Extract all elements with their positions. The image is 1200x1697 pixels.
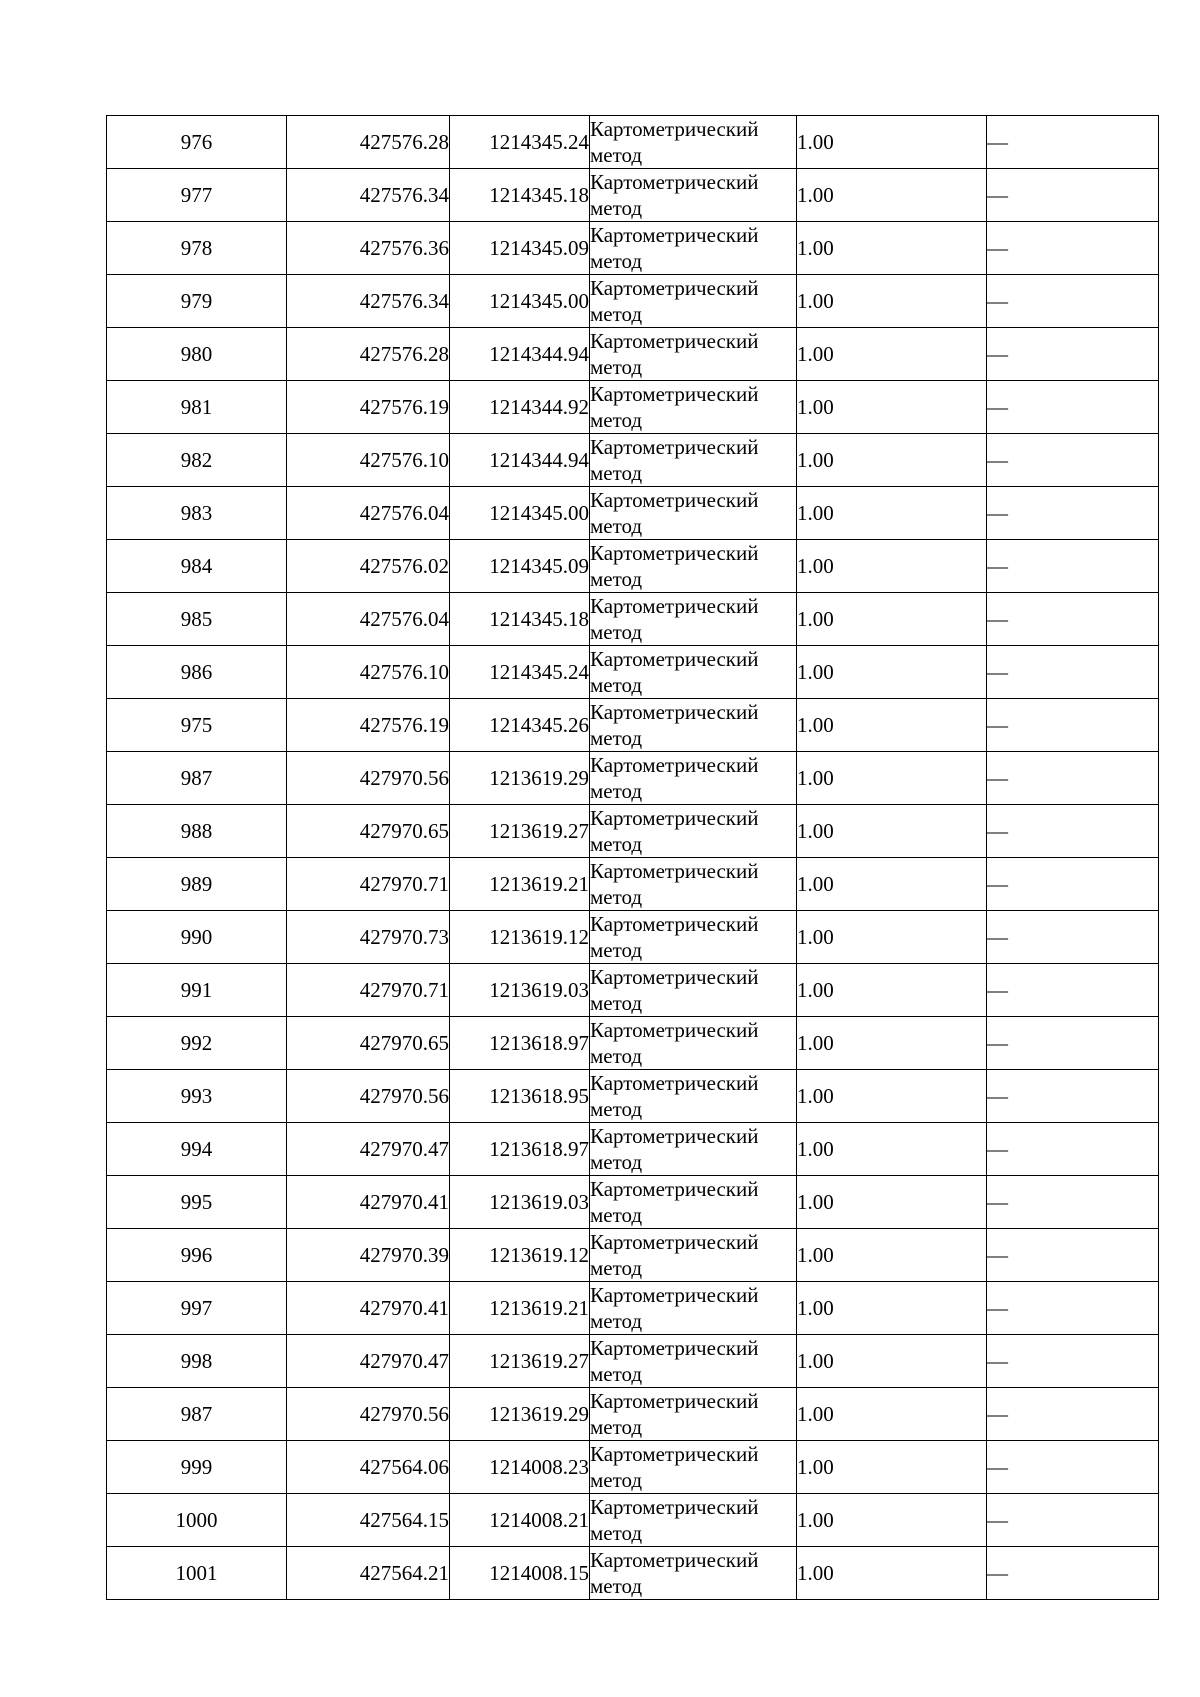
table-row [107, 381, 1159, 434]
x-coordinate-cell: 427576.19 [287, 381, 450, 434]
method-cell [590, 1388, 797, 1441]
description-cell: — [987, 222, 1159, 275]
method-text: Картометрический метод [590, 1230, 759, 1280]
x-coordinate-cell: 427970.65 [287, 805, 450, 858]
accuracy-cell: 1.00 [797, 1388, 987, 1441]
method-cell [590, 1229, 797, 1282]
table-row [107, 858, 1159, 911]
accuracy-cell: 1.00 [797, 805, 987, 858]
y-coordinate-cell: 1214345.18 [450, 169, 590, 222]
point-number-cell: 979 [107, 275, 287, 328]
table-row [107, 328, 1159, 381]
x-coordinate-cell: 427576.36 [287, 222, 450, 275]
table-row [107, 275, 1159, 328]
description-cell: — [987, 646, 1159, 699]
method-cell [590, 1123, 797, 1176]
point-number-cell: 998 [107, 1335, 287, 1388]
x-coordinate-cell: 427970.65 [287, 1017, 450, 1070]
y-coordinate-cell: 1213619.27 [450, 805, 590, 858]
method-text: Картометрический метод [590, 170, 759, 220]
description-cell: — [987, 1388, 1159, 1441]
description-cell: — [987, 169, 1159, 222]
point-number-cell: 992 [107, 1017, 287, 1070]
accuracy-cell: 1.00 [797, 1282, 987, 1335]
point-number-cell: 995 [107, 1176, 287, 1229]
table-row [107, 805, 1159, 858]
method-cell [590, 275, 797, 328]
coordinates-table-body [107, 116, 1159, 1600]
x-coordinate-cell: 427970.41 [287, 1176, 450, 1229]
y-coordinate-cell: 1213618.97 [450, 1123, 590, 1176]
table-row [107, 169, 1159, 222]
method-cell [590, 116, 797, 169]
method-text: Картометрический метод [590, 488, 759, 538]
point-number-cell: 999 [107, 1441, 287, 1494]
x-coordinate-cell: 427576.28 [287, 116, 450, 169]
method-text: Картометрический метод [590, 329, 759, 379]
method-text: Картометрический метод [590, 806, 759, 856]
description-cell: — [987, 1017, 1159, 1070]
point-number-cell: 993 [107, 1070, 287, 1123]
x-coordinate-cell: 427576.02 [287, 540, 450, 593]
accuracy-cell: 1.00 [797, 1123, 987, 1176]
table-row [107, 1441, 1159, 1494]
table-row [107, 1494, 1159, 1547]
y-coordinate-cell: 1214344.94 [450, 328, 590, 381]
accuracy-cell: 1.00 [797, 116, 987, 169]
description-cell: — [987, 1494, 1159, 1547]
table-row [107, 1282, 1159, 1335]
table-row [107, 752, 1159, 805]
table-row [107, 1123, 1159, 1176]
accuracy-cell: 1.00 [797, 487, 987, 540]
accuracy-cell: 1.00 [797, 222, 987, 275]
x-coordinate-cell: 427970.73 [287, 911, 450, 964]
method-cell [590, 858, 797, 911]
y-coordinate-cell: 1214345.24 [450, 116, 590, 169]
method-text: Картометрический метод [590, 1018, 759, 1068]
method-cell [590, 1335, 797, 1388]
x-coordinate-cell: 427564.21 [287, 1547, 450, 1600]
method-text: Картометрический метод [590, 1283, 759, 1333]
accuracy-cell: 1.00 [797, 699, 987, 752]
y-coordinate-cell: 1214345.26 [450, 699, 590, 752]
y-coordinate-cell: 1214345.18 [450, 593, 590, 646]
method-text: Картометрический метод [590, 117, 759, 167]
x-coordinate-cell: 427576.34 [287, 275, 450, 328]
point-number-cell: 985 [107, 593, 287, 646]
method-text: Картометрический метод [590, 1071, 759, 1121]
x-coordinate-cell: 427970.71 [287, 964, 450, 1017]
description-cell: — [987, 540, 1159, 593]
accuracy-cell: 1.00 [797, 858, 987, 911]
description-cell: — [987, 699, 1159, 752]
method-cell [590, 540, 797, 593]
description-cell: — [987, 434, 1159, 487]
method-text: Картометрический метод [590, 1548, 759, 1598]
description-cell: — [987, 1229, 1159, 1282]
point-number-cell: 976 [107, 116, 287, 169]
point-number-cell: 1000 [107, 1494, 287, 1547]
point-number-cell: 975 [107, 699, 287, 752]
accuracy-cell: 1.00 [797, 752, 987, 805]
y-coordinate-cell: 1214344.92 [450, 381, 590, 434]
method-text: Картометрический метод [590, 647, 759, 697]
method-text: Картометрический метод [590, 541, 759, 591]
point-number-cell: 994 [107, 1123, 287, 1176]
table-row [107, 1547, 1159, 1600]
x-coordinate-cell: 427576.10 [287, 646, 450, 699]
method-text: Картометрический метод [590, 1336, 759, 1386]
table-row [107, 487, 1159, 540]
accuracy-cell: 1.00 [797, 540, 987, 593]
point-number-cell: 996 [107, 1229, 287, 1282]
description-cell: — [987, 1282, 1159, 1335]
accuracy-cell: 1.00 [797, 434, 987, 487]
point-number-cell: 978 [107, 222, 287, 275]
point-number-cell: 990 [107, 911, 287, 964]
table-row [107, 593, 1159, 646]
x-coordinate-cell: 427576.34 [287, 169, 450, 222]
method-text: Картометрический метод [590, 1124, 759, 1174]
y-coordinate-cell: 1214344.94 [450, 434, 590, 487]
method-text: Картометрический метод [590, 435, 759, 485]
table-row [107, 646, 1159, 699]
x-coordinate-cell: 427970.56 [287, 1388, 450, 1441]
point-number-cell: 991 [107, 964, 287, 1017]
table-row [107, 1070, 1159, 1123]
method-text: Картометрический метод [590, 382, 759, 432]
method-text: Картометрический метод [590, 859, 759, 909]
method-cell [590, 646, 797, 699]
y-coordinate-cell: 1214345.00 [450, 487, 590, 540]
method-cell [590, 699, 797, 752]
table-row [107, 540, 1159, 593]
x-coordinate-cell: 427564.15 [287, 1494, 450, 1547]
y-coordinate-cell: 1213619.12 [450, 1229, 590, 1282]
description-cell: — [987, 805, 1159, 858]
accuracy-cell: 1.00 [797, 1229, 987, 1282]
y-coordinate-cell: 1213618.97 [450, 1017, 590, 1070]
y-coordinate-cell: 1213619.29 [450, 1388, 590, 1441]
method-text: Картометрический метод [590, 965, 759, 1015]
x-coordinate-cell: 427576.04 [287, 487, 450, 540]
method-cell [590, 1017, 797, 1070]
method-text: Картометрический метод [590, 276, 759, 326]
table-row [107, 699, 1159, 752]
point-number-cell: 987 [107, 752, 287, 805]
method-cell [590, 593, 797, 646]
point-number-cell: 977 [107, 169, 287, 222]
table-row [107, 911, 1159, 964]
description-cell: — [987, 752, 1159, 805]
y-coordinate-cell: 1214345.09 [450, 540, 590, 593]
accuracy-cell: 1.00 [797, 1494, 987, 1547]
description-cell: — [987, 328, 1159, 381]
table-row [107, 1017, 1159, 1070]
description-cell: — [987, 593, 1159, 646]
description-cell: — [987, 1441, 1159, 1494]
x-coordinate-cell: 427576.28 [287, 328, 450, 381]
description-cell: — [987, 116, 1159, 169]
method-cell [590, 1176, 797, 1229]
point-number-cell: 982 [107, 434, 287, 487]
y-coordinate-cell: 1213618.95 [450, 1070, 590, 1123]
accuracy-cell: 1.00 [797, 328, 987, 381]
accuracy-cell: 1.00 [797, 593, 987, 646]
y-coordinate-cell: 1213619.27 [450, 1335, 590, 1388]
y-coordinate-cell: 1214345.09 [450, 222, 590, 275]
description-cell: — [987, 1123, 1159, 1176]
description-cell: — [987, 964, 1159, 1017]
table-row [107, 1176, 1159, 1229]
y-coordinate-cell: 1213619.29 [450, 752, 590, 805]
method-cell [590, 169, 797, 222]
table-row [107, 116, 1159, 169]
accuracy-cell: 1.00 [797, 1335, 987, 1388]
y-coordinate-cell: 1213619.21 [450, 858, 590, 911]
x-coordinate-cell: 427970.47 [287, 1335, 450, 1388]
accuracy-cell: 1.00 [797, 964, 987, 1017]
method-cell [590, 434, 797, 487]
method-cell [590, 1070, 797, 1123]
y-coordinate-cell: 1213619.21 [450, 1282, 590, 1335]
point-number-cell: 987 [107, 1388, 287, 1441]
point-number-cell: 1001 [107, 1547, 287, 1600]
y-coordinate-cell: 1214008.21 [450, 1494, 590, 1547]
point-number-cell: 997 [107, 1282, 287, 1335]
accuracy-cell: 1.00 [797, 275, 987, 328]
description-cell: — [987, 1070, 1159, 1123]
y-coordinate-cell: 1213619.03 [450, 964, 590, 1017]
method-text: Картометрический метод [590, 1389, 759, 1439]
method-text: Картометрический метод [590, 700, 759, 750]
description-cell: — [987, 487, 1159, 540]
description-cell: — [987, 858, 1159, 911]
method-cell [590, 752, 797, 805]
table-row [107, 1388, 1159, 1441]
accuracy-cell: 1.00 [797, 1017, 987, 1070]
method-cell [590, 1282, 797, 1335]
x-coordinate-cell: 427970.47 [287, 1123, 450, 1176]
y-coordinate-cell: 1214345.00 [450, 275, 590, 328]
point-number-cell: 981 [107, 381, 287, 434]
accuracy-cell: 1.00 [797, 1441, 987, 1494]
y-coordinate-cell: 1213619.12 [450, 911, 590, 964]
description-cell: — [987, 1547, 1159, 1600]
accuracy-cell: 1.00 [797, 381, 987, 434]
x-coordinate-cell: 427576.19 [287, 699, 450, 752]
accuracy-cell: 1.00 [797, 911, 987, 964]
method-cell [590, 1441, 797, 1494]
point-number-cell: 986 [107, 646, 287, 699]
method-cell [590, 222, 797, 275]
table-row [107, 434, 1159, 487]
table-row [107, 1229, 1159, 1282]
method-cell [590, 911, 797, 964]
x-coordinate-cell: 427970.71 [287, 858, 450, 911]
accuracy-cell: 1.00 [797, 646, 987, 699]
point-number-cell: 989 [107, 858, 287, 911]
x-coordinate-cell: 427576.04 [287, 593, 450, 646]
accuracy-cell: 1.00 [797, 169, 987, 222]
y-coordinate-cell: 1214008.15 [450, 1547, 590, 1600]
accuracy-cell: 1.00 [797, 1176, 987, 1229]
y-coordinate-cell: 1214008.23 [450, 1441, 590, 1494]
method-text: Картометрический метод [590, 1495, 759, 1545]
y-coordinate-cell: 1214345.24 [450, 646, 590, 699]
method-cell [590, 328, 797, 381]
method-cell [590, 487, 797, 540]
table-row [107, 1335, 1159, 1388]
x-coordinate-cell: 427970.56 [287, 1070, 450, 1123]
description-cell: — [987, 381, 1159, 434]
x-coordinate-cell: 427576.10 [287, 434, 450, 487]
point-number-cell: 984 [107, 540, 287, 593]
coordinates-table [106, 115, 1159, 1600]
x-coordinate-cell: 427564.06 [287, 1441, 450, 1494]
method-cell [590, 964, 797, 1017]
method-text: Картометрический метод [590, 1442, 759, 1492]
method-cell [590, 1494, 797, 1547]
table-row [107, 964, 1159, 1017]
x-coordinate-cell: 427970.41 [287, 1282, 450, 1335]
method-text: Картометрический метод [590, 594, 759, 644]
method-text: Картометрический метод [590, 1177, 759, 1227]
accuracy-cell: 1.00 [797, 1070, 987, 1123]
accuracy-cell: 1.00 [797, 1547, 987, 1600]
description-cell: — [987, 1176, 1159, 1229]
method-cell [590, 1547, 797, 1600]
description-cell: — [987, 1335, 1159, 1388]
x-coordinate-cell: 427970.56 [287, 752, 450, 805]
description-cell: — [987, 275, 1159, 328]
table-row [107, 222, 1159, 275]
x-coordinate-cell: 427970.39 [287, 1229, 450, 1282]
description-cell: — [987, 911, 1159, 964]
method-cell [590, 381, 797, 434]
point-number-cell: 988 [107, 805, 287, 858]
method-text: Картометрический метод [590, 223, 759, 273]
point-number-cell: 983 [107, 487, 287, 540]
y-coordinate-cell: 1213619.03 [450, 1176, 590, 1229]
method-text: Картометрический метод [590, 753, 759, 803]
method-cell [590, 805, 797, 858]
point-number-cell: 980 [107, 328, 287, 381]
method-text: Картометрический метод [590, 912, 759, 962]
